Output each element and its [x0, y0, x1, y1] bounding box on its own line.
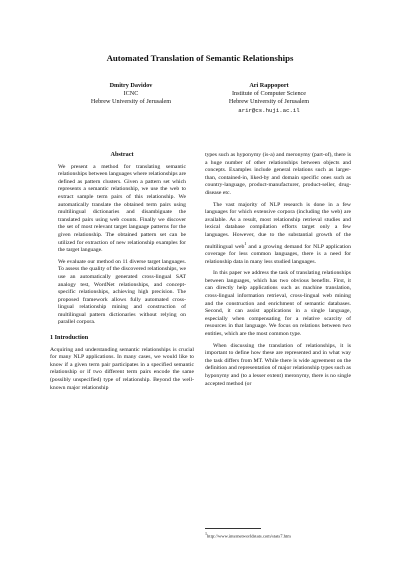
footnote-text: http://www.internetworldstats.com/stats7.htm — [207, 533, 291, 539]
body-paragraph: When discussing the translation of relationships, it is important to define how these are represented and in what way the task differs from MT. While there is wide agreement on the definition and representation of major relationship types such as hyponymy and (to a lesser extent) meronymy, there is no single accepted method (or — [205, 342, 351, 387]
body-paragraph: types such as hyponymy (is-a) and meronymy (part-of), there is a huge number of other relationships between objects and concepts. Examples include general relations such as larger-than, contained-in, liked-by and domain specific ones such as country-language, product-manufacturer, product-seller, drug-disease etc. — [205, 152, 351, 196]
abstract-paragraph: We present a method for translating semantic relationships between languages where relationships are defined as pattern clusters. Given a pattern set which represents a semantic relationship, we use the web to extract sample term pairs of this relationship. We automatically translate the obtained term pairs using multilingual dictionaries and disambiguate the translated pairs using web counts. Finally we discover the set of most relevant target language patterns for the given relationship. The obtained pattern set can be utilized for extraction of new relationship examples for the target language. — [58, 163, 186, 254]
author-affiliation: Hebrew University of Jerusalem — [90, 98, 172, 106]
author-affiliation: Hebrew University of Jerusalem — [228, 98, 310, 106]
paper-title: Automated Translation of Semantic Relationships — [106, 53, 294, 63]
footnote-marker: 1 — [244, 240, 247, 246]
footnote — [205, 531, 291, 540]
paragraph-text: and a growing demand for NLP application coverage for less common languages, there is a need for relationship data in many less studied languages. — [205, 243, 351, 265]
author-block — [194, 82, 344, 115]
footnote-divider — [205, 528, 261, 529]
abstract-paragraph: We evaluate our method on 11 diverse target languages. To assess the quality of the discovered relationships, we use an automatically generated cross-lingual SAT analogy test, WordNet relationships, and concept-specific relationships, achieving high precision. The proposed framework allows fully automated cross-lingual relationship mining and construction of multilingual pattern dictionaries without relying on parallel corpora. — [58, 258, 186, 326]
right-column — [205, 152, 351, 392]
left-column — [50, 151, 194, 396]
footnote-number: 1 — [205, 531, 207, 536]
author-name: Ari Rappoport — [249, 82, 289, 89]
abstract — [50, 151, 194, 327]
author-block — [56, 82, 206, 107]
section-heading: 1 Introduction — [50, 334, 89, 342]
paragraph-text: The vast majority of NLP research is done in a few languages for which extensive corpora (including the web) are available. As a result, most relationship retrieval studies and lexical database compilation efforts target only a few languages. However, due to the substantial growth of the multilingual web — [205, 201, 351, 250]
body-paragraph — [205, 202, 351, 267]
abstract-heading: Abstract — [110, 151, 134, 158]
body-paragraph: In this paper we address the task of translating relationships between languages, which has two obvious benefits. First, it can directly help applications such as machine translation, cross-lingual information retrieval, cross-lingual web mining and the construction and enrichment of semantic databases. Second, it can assist applications in a single language, especially when compensating for a relative scarcity of resources in that language. We focus on relations between two entities, which are the most common type. — [205, 270, 351, 337]
author-affiliation: ICNC — [123, 90, 139, 98]
author-affiliation: Institute of Computer Science — [231, 90, 307, 98]
author-name: Dmitry Davidov — [109, 82, 153, 89]
body-paragraph: Acquiring and understanding semantic relationships is crucial for many NLP applications. In many cases, we would like to know if a given term pair participates in a specified semantic relationship or if two different term pairs encode the same (possibly unspecified) type of relationship. Beyond the well-known major relationship — [50, 346, 194, 391]
author-email: arir@cs.huji.ac.il — [238, 106, 300, 114]
